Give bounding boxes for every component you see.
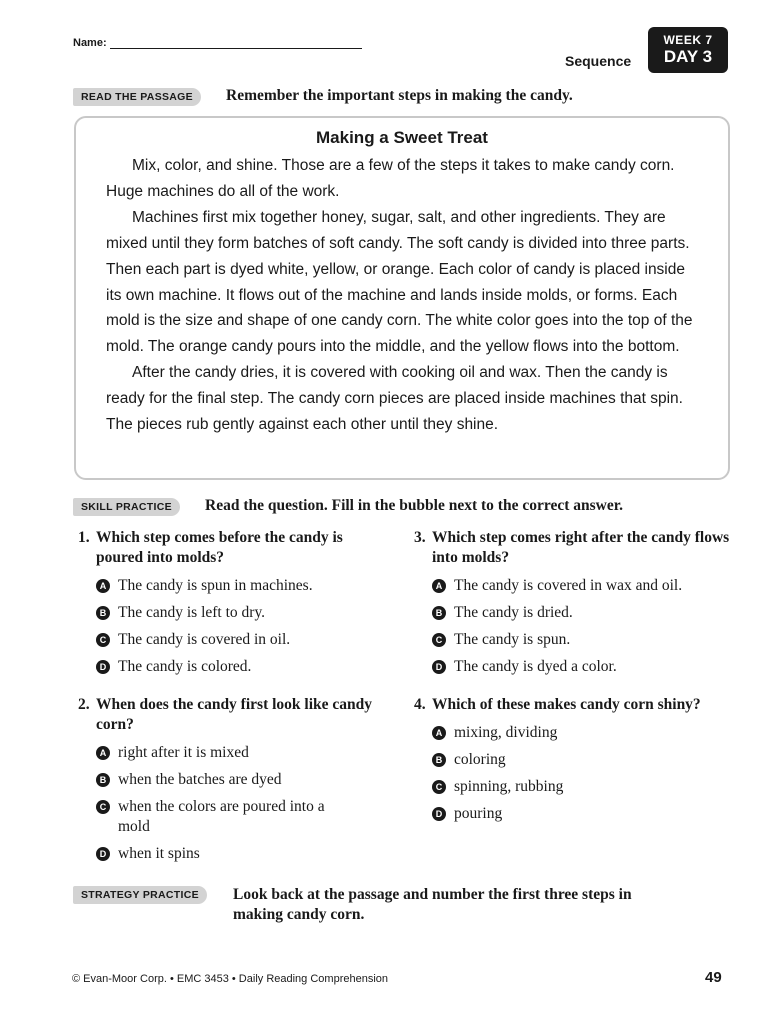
answer-bubble-c[interactable]: C — [432, 633, 446, 647]
answer-choice[interactable] — [432, 657, 734, 677]
answer-bubble-b[interactable]: B — [432, 753, 446, 767]
choice-text: The candy is left to dry. — [118, 604, 266, 621]
answer-bubble-d[interactable]: D — [432, 807, 446, 821]
read-passage-tag: READ THE PASSAGE — [73, 88, 201, 106]
answer-choice[interactable] — [432, 804, 734, 824]
name-line[interactable] — [110, 37, 362, 49]
answer-bubble-d[interactable]: D — [96, 660, 110, 674]
choice-text: The candy is covered in oil. — [118, 631, 291, 648]
week-label: WEEK 7 — [663, 33, 713, 47]
answer-choice[interactable] — [96, 770, 378, 790]
choice-text: The candy is covered in wax and oil. — [454, 577, 683, 594]
answer-choice[interactable] — [96, 630, 378, 650]
answer-choice[interactable] — [432, 576, 734, 596]
answer-choice[interactable] — [96, 603, 378, 623]
strategy-practice-tag: STRATEGY PRACTICE — [73, 886, 207, 904]
skill-practice-tag: SKILL PRACTICE — [73, 498, 180, 516]
passage-paragraph: Machines first mix together honey, sugar, salt, and other ingredients. They are mixed until they form batches of soft candy. The soft candy is divided into three parts. Then each part is dyed white, yellow, or orange. Each color of candy is placed inside its own machine. It flows out of the machine and lands inside molds, or forms. Each mold is the size and shape of one candy corn. The white color goes into the top of the mold. The orange candy pours into the middle, and the yellow flows into the bottom. — [106, 208, 693, 356]
answer-bubble-b[interactable]: B — [96, 606, 110, 620]
choice-text: The candy is spun. — [454, 631, 571, 648]
day-label: DAY 3 — [663, 47, 713, 66]
choice-text: The candy is dried. — [454, 604, 573, 621]
question-4 — [414, 695, 734, 824]
answer-choice[interactable] — [96, 576, 378, 596]
question-text: Which step comes before the candy is poured into molds? — [96, 529, 343, 566]
answer-bubble-b[interactable]: B — [432, 606, 446, 620]
read-passage-instruction: Remember the important steps in making the candy. — [226, 87, 573, 104]
answer-choice[interactable] — [432, 723, 734, 743]
question-number: 3. — [414, 529, 426, 546]
answer-choice[interactable] — [432, 750, 734, 770]
page-number: 49 — [705, 969, 722, 986]
choice-text: when the batches are dyed — [118, 771, 282, 788]
skill-practice-instruction: Read the question. Fill in the bubble next to the correct answer. — [205, 497, 624, 514]
question-text: Which of these makes candy corn shiny? — [432, 696, 701, 713]
question-text: Which step comes right after the candy flows into molds? — [432, 529, 730, 566]
answer-bubble-d[interactable]: D — [432, 660, 446, 674]
week-day-badge — [648, 27, 728, 73]
choice-text: when it spins — [118, 845, 200, 862]
answer-choice[interactable] — [432, 630, 734, 650]
footer-copyright: © Evan-Moor Corp. • EMC 3453 • Daily Reading Comprehension — [72, 973, 389, 985]
answer-bubble-a[interactable]: A — [432, 726, 446, 740]
answer-bubble-c[interactable]: C — [432, 780, 446, 794]
answer-bubble-b[interactable]: B — [96, 773, 110, 787]
answer-choice[interactable] — [96, 797, 336, 837]
answer-choice[interactable] — [96, 844, 378, 864]
passage-paragraph: Mix, color, and shine. Those are a few of the steps it takes to make candy corn. Huge machines do all of the work. — [106, 157, 675, 200]
choice-text: The candy is colored. — [118, 658, 252, 675]
name-label: Name: — [73, 37, 107, 49]
answer-choice[interactable] — [96, 743, 378, 763]
passage-paragraph: After the candy dries, it is covered with cooking oil and wax. Then the candy is ready for the final step. The candy corn pieces are placed inside machines that spin. The pieces rub gently against each other until they shine. — [106, 364, 683, 434]
answer-bubble-a[interactable]: A — [96, 579, 110, 593]
choice-text: The candy is spun in machines. — [118, 577, 313, 594]
name-field — [73, 37, 362, 49]
question-2 — [78, 695, 378, 864]
passage-body — [106, 153, 702, 438]
question-3 — [414, 528, 734, 677]
choice-text: pouring — [454, 805, 503, 822]
answer-choice[interactable] — [432, 603, 734, 623]
question-1 — [78, 528, 378, 677]
question-number: 1. — [78, 529, 90, 546]
answer-bubble-a[interactable]: A — [432, 579, 446, 593]
question-text: When does the candy first look like candy corn? — [96, 696, 373, 733]
answer-choice[interactable] — [432, 777, 734, 797]
question-number: 2. — [78, 696, 90, 713]
question-number: 4. — [414, 696, 426, 713]
choice-text: The candy is dyed a color. — [454, 658, 617, 675]
choice-text: right after it is mixed — [118, 744, 249, 761]
passage-title: Making a Sweet Treat — [316, 128, 488, 147]
answer-bubble-d[interactable]: D — [96, 847, 110, 861]
answer-bubble-c[interactable]: C — [96, 633, 110, 647]
answer-bubble-a[interactable]: A — [96, 746, 110, 760]
answer-choice[interactable] — [96, 657, 378, 677]
section-label: Sequence — [565, 53, 632, 69]
choice-text: spinning, rubbing — [454, 778, 564, 795]
answer-bubble-c[interactable]: C — [96, 800, 110, 814]
choice-text: mixing, dividing — [454, 724, 558, 741]
choice-text: when the colors are poured into a mold — [118, 798, 325, 835]
strategy-practice-instruction: Look back at the passage and number the first three steps in making candy corn. — [233, 886, 632, 923]
choice-text: coloring — [454, 751, 506, 768]
